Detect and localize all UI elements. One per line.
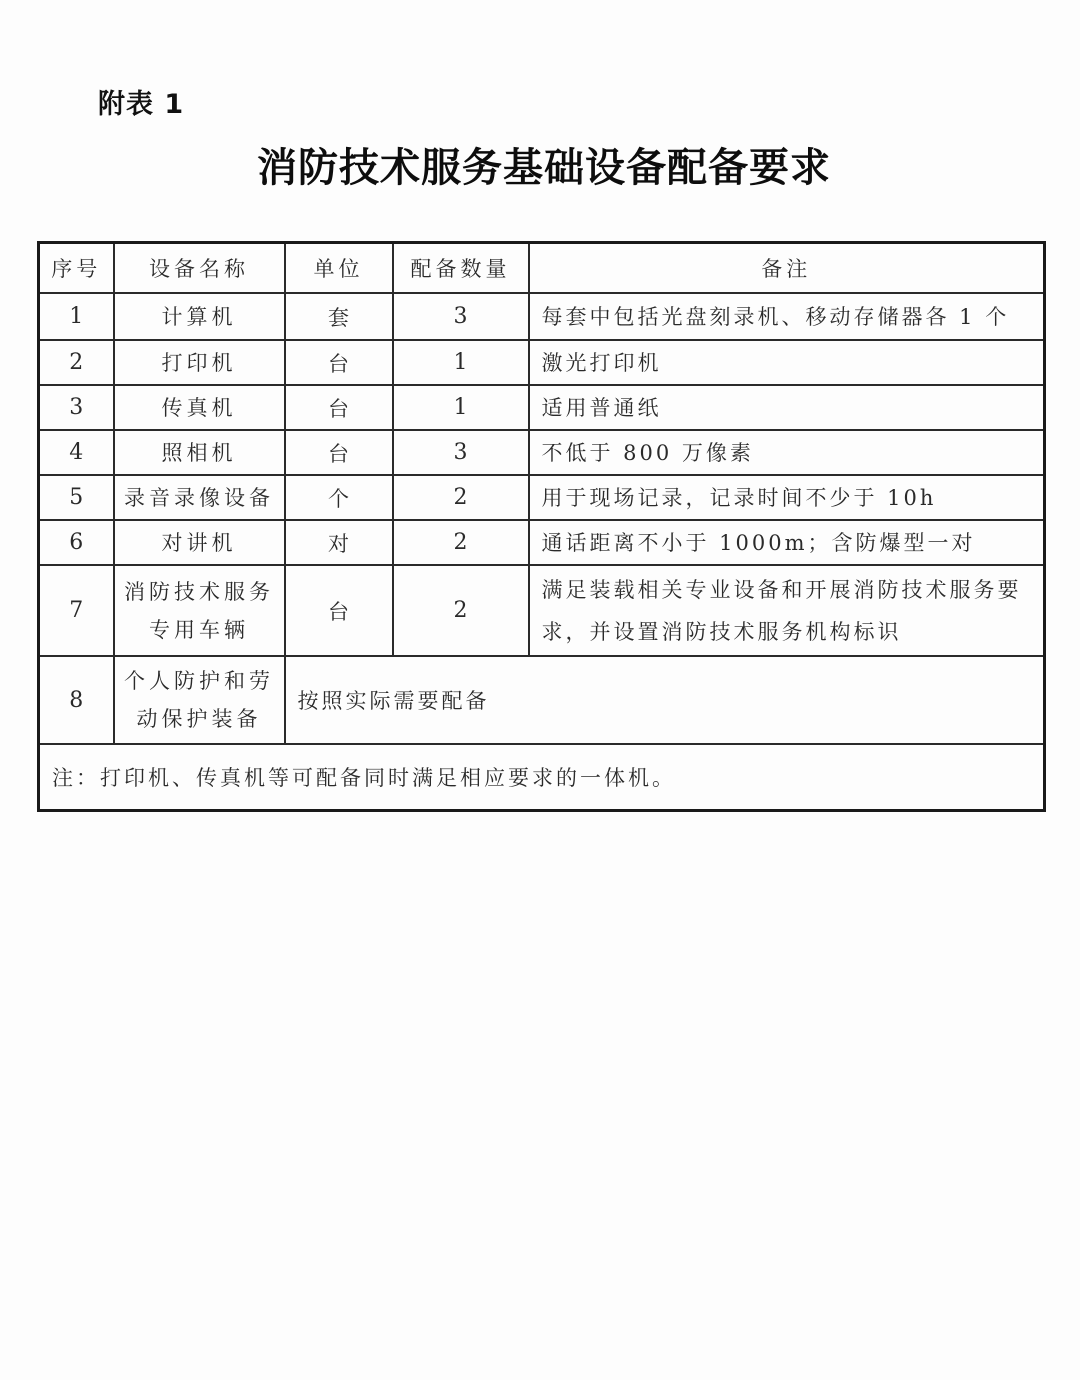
cell-remark: 用于现场记录，记录时间不少于 10h (529, 475, 1045, 520)
table-row (39, 385, 1045, 430)
cell-name: 照相机 (114, 430, 285, 475)
cell-no: 8 (39, 656, 114, 744)
cell-name: 录音录像设备 (114, 475, 285, 520)
cell-remark: 不低于 800 万像素 (529, 430, 1045, 475)
header-no: 序号 (39, 243, 114, 294)
cell-unit: 对 (285, 520, 393, 565)
cell-unit: 台 (285, 565, 393, 656)
cell-name (114, 656, 285, 744)
table-row (39, 340, 1045, 385)
cell-remark (529, 565, 1045, 656)
cell-remark-line: 求，并设置消防技术服务机构标识 (541, 619, 902, 644)
cell-no: 2 (39, 340, 114, 385)
cell-qty: 1 (393, 385, 529, 430)
cell-name: 计算机 (114, 293, 285, 340)
cell-remark: 激光打印机 (529, 340, 1045, 385)
cell-unit: 套 (285, 293, 393, 340)
cell-name-line: 专用车辆 (149, 617, 249, 642)
cell-qty: 2 (393, 565, 529, 656)
table-row (39, 656, 1045, 744)
table-note: 注：打印机、传真机等可配备同时满足相应要求的一体机。 (39, 744, 1045, 810)
cell-remark: 适用普通纸 (529, 385, 1045, 430)
cell-name-line: 动保护装备 (136, 707, 262, 731)
equipment-requirements-table (37, 241, 1046, 812)
cell-name: 打印机 (114, 340, 285, 385)
table-row (39, 565, 1045, 656)
cell-no: 5 (39, 475, 114, 520)
cell-no: 4 (39, 430, 114, 475)
header-unit: 单位 (285, 243, 393, 294)
cell-no: 3 (39, 385, 114, 430)
cell-name: 对讲机 (114, 520, 285, 565)
cell-unit: 台 (285, 340, 393, 385)
table-row (39, 475, 1045, 520)
cell-no: 6 (39, 520, 114, 565)
header-remark: 备注 (529, 243, 1045, 294)
cell-no: 7 (39, 565, 114, 656)
header-qty: 配备数量 (393, 243, 529, 294)
cell-qty: 3 (393, 293, 529, 340)
cell-name-line: 个人防护和劳 (124, 669, 274, 693)
cell-no: 1 (39, 293, 114, 340)
table-row (39, 430, 1045, 475)
table-row (39, 520, 1045, 565)
document-title: 消防技术服务基础设备配备要求 (257, 144, 831, 191)
cell-qty: 2 (393, 475, 529, 520)
cell-unit: 台 (285, 430, 393, 475)
cell-qty: 3 (393, 430, 529, 475)
cell-remark: 通话距离不小于 1000m；含防爆型一对 (529, 520, 1045, 565)
cell-qty: 1 (393, 340, 529, 385)
cell-name-line: 消防技术服务 (124, 579, 274, 604)
table-note-row (39, 744, 1045, 810)
cell-remark-line: 满足装载相关专业设备和开展消防技术服务要 (541, 577, 1022, 602)
header-name: 设备名称 (114, 243, 285, 294)
cell-remark: 按照实际需要配备 (285, 656, 1045, 744)
cell-qty: 2 (393, 520, 529, 565)
cell-name (114, 565, 285, 656)
cell-remark: 每套中包括光盘刻录机、移动存储器各 1 个 (529, 293, 1045, 340)
cell-unit: 台 (285, 385, 393, 430)
cell-unit: 个 (285, 475, 393, 520)
table-row (39, 293, 1045, 340)
table-header-row (39, 243, 1045, 294)
appendix-label: 附表 1 (98, 89, 185, 120)
cell-name: 传真机 (114, 385, 285, 430)
